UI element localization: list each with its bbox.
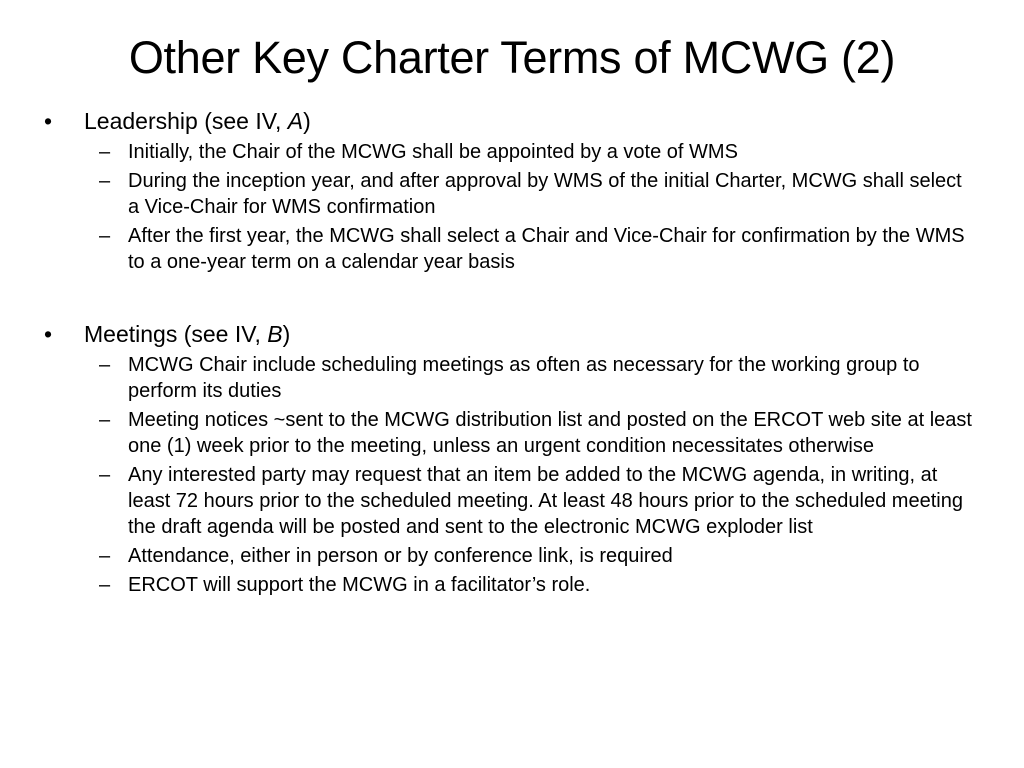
sub-bullet [44, 572, 974, 598]
sub-bullet [44, 223, 974, 275]
bullet-heading-ref: A [287, 108, 304, 134]
sub-bullet [44, 139, 974, 165]
bullet-heading-text: Meetings (see IV, [84, 321, 268, 347]
sub-bullet [44, 168, 974, 220]
bullet-heading-suffix: ) [282, 321, 291, 347]
dash-glyph: – [99, 409, 111, 431]
sub-bullet-text: After the first year, the MCWG shall select a Chair and Vice-Chair for confirmation by the WMS to a one-year term on a calendar year basis [128, 225, 965, 273]
bullet-heading-suffix: ) [303, 108, 311, 134]
sub-bullet [44, 462, 974, 540]
bullet-glyph: • [44, 108, 53, 134]
sub-bullet-text: Any interested party may request that an item be added to the MCWG agenda, in writing, at least 72 hours prior to the scheduled meeting. At least 48 hours prior to the scheduled meeting the draft agenda will be posted and sent to the electronic MCWG exploder list [128, 464, 963, 538]
dash-glyph: – [99, 170, 111, 192]
dash-glyph: – [99, 141, 111, 163]
sub-bullet-text: MCWG Chair include scheduling meetings as often as necessary for the working group to perform its duties [128, 354, 920, 402]
sub-bullet-text: Attendance, either in person or by conference link, is required [128, 545, 673, 567]
dash-glyph: – [99, 354, 111, 376]
bullet-leadership [44, 106, 974, 136]
sub-bullet [44, 543, 974, 569]
dash-glyph: – [99, 574, 111, 596]
sub-bullet-text: Initially, the Chair of the MCWG shall be appointed by a vote of WMS [128, 141, 738, 163]
sub-bullet [44, 407, 974, 459]
slide-body [44, 106, 974, 598]
bullet-glyph: • [44, 321, 53, 347]
bullet-heading-text: Leadership (see IV, [84, 108, 288, 134]
slide-title: Other Key Charter Terms of MCWG (2) [128, 32, 896, 83]
sub-bullet [44, 352, 974, 404]
sub-bullet-text: Meeting notices ~sent to the MCWG distribution list and posted on the ERCOT web site at least one (1) week prior to the meeting, unless an urgent condition necessitates otherwise [128, 409, 972, 457]
bullet-meetings [44, 319, 974, 349]
sub-bullet-text: During the inception year, and after approval by WMS of the initial Charter, MCWG shall select a Vice-Chair for WMS confirmation [128, 170, 962, 218]
dash-glyph: – [99, 545, 111, 567]
sub-bullet-text: ERCOT will support the MCWG in a facilitator’s role. [128, 574, 591, 596]
dash-glyph: – [99, 225, 111, 247]
bullet-heading-ref: B [267, 321, 283, 347]
dash-glyph: – [99, 464, 111, 486]
